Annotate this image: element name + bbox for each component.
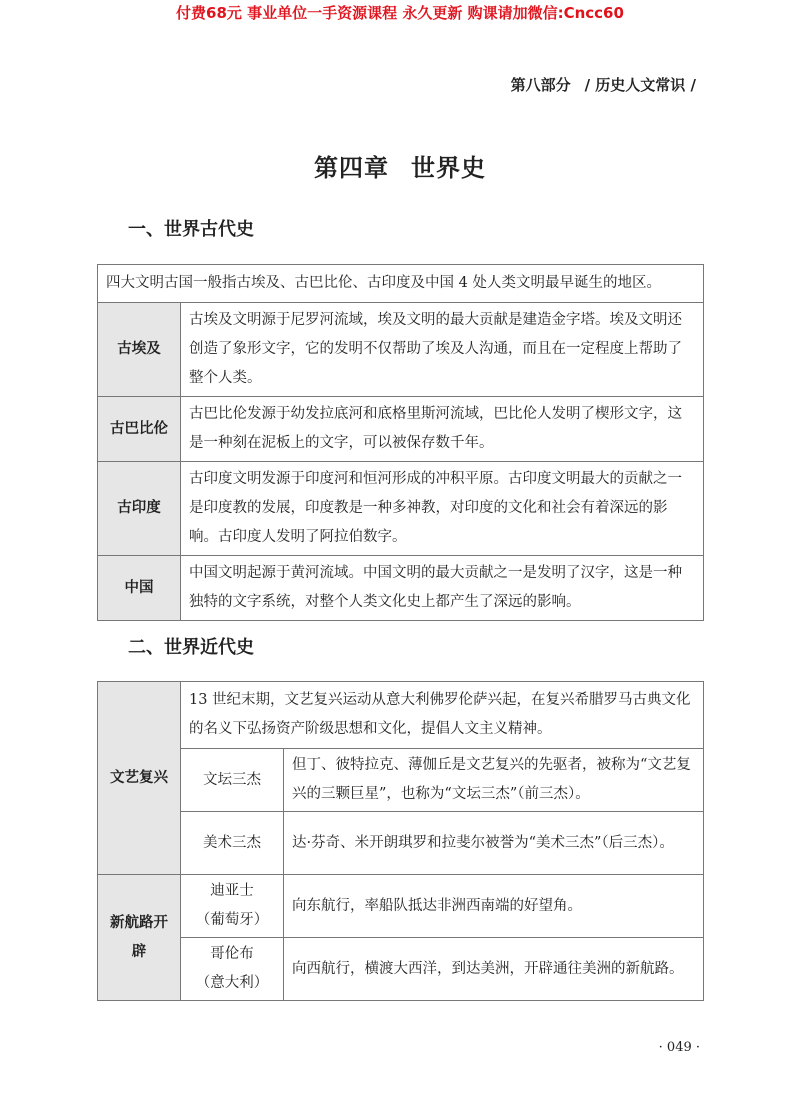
running-head-part: 第八部分 <box>510 76 571 94</box>
chapter-title <box>0 148 800 183</box>
table-row <box>98 812 704 875</box>
row-head-renaissance: 文艺复兴 <box>98 682 181 875</box>
table-row <box>98 749 704 812</box>
row-text-china: 中国文明起源于黄河流域。中国文明的最大贡献之一是发明了汉字，这是一种独特的文字系统，对整个人类文化史上都产生了深远的影响。 <box>181 556 704 621</box>
section-title-modern: 二、世界近代史 <box>128 637 254 658</box>
renaissance-intro-cell: 13 世纪末期，文艺复兴运动从意大利佛罗伦萨兴起，在复兴希腊罗马古典文化的名义下弘扬资产阶级思想和文化，提倡人文主义精神。 <box>181 682 704 749</box>
chapter-name: 世界史 <box>411 154 486 182</box>
row-head-babylon: 古巴比伦 <box>98 397 181 462</box>
text-dias: 向东航行，率船队抵达非洲西南端的好望角。 <box>284 875 704 938</box>
chapter-number: 第四章 <box>314 154 389 182</box>
running-head <box>511 74 700 95</box>
sub-head-literary-trio: 文坛三杰 <box>181 749 284 812</box>
modern-history-table <box>97 681 704 1001</box>
running-head-section: / 历史人文常识 / <box>584 76 696 94</box>
sub-head-dias-name: 迪亚士 <box>210 883 254 899</box>
row-text-egypt: 古埃及文明源于尼罗河流域，埃及文明的最大贡献是建造金字塔。埃及文明还创造了象形文字，它的发明不仅帮助了埃及人沟通，而且在一定程度上帮助了整个人类。 <box>181 303 704 397</box>
row-head-india: 古印度 <box>98 462 181 556</box>
watermark-banner: 付费68元 事业单位一手资源课程 永久更新 购课请加微信:Cncc60 <box>176 4 624 22</box>
table-row <box>98 875 704 938</box>
table-row <box>98 462 704 556</box>
section-title-ancient: 一、世界古代史 <box>128 219 254 240</box>
sub-head-columbus <box>181 938 284 1001</box>
ancient-history-table <box>97 264 704 621</box>
text-art-trio: 达·芬奇、米开朗琪罗和拉斐尔被誉为“美术三杰”（后三杰）。 <box>284 812 704 875</box>
page-number: · 049 · <box>658 1040 700 1055</box>
sub-head-dias-country: （葡萄牙） <box>195 912 269 928</box>
table-intro-cell: 四大文明古国一般指古埃及、古巴比伦、古印度及中国 4 处人类文明最早诞生的地区。 <box>98 265 704 303</box>
table-row <box>98 556 704 621</box>
table-row <box>98 303 704 397</box>
sub-head-art-trio: 美术三杰 <box>181 812 284 875</box>
row-text-babylon: 古巴比伦发源于幼发拉底河和底格里斯河流域，巴比伦人发明了楔形文字，这是一种刻在泥板上的文字，可以被保存数千年。 <box>181 397 704 462</box>
text-literary-trio: 但丁、彼特拉克、薄伽丘是文艺复兴的先驱者，被称为“文艺复兴的三颗巨星”，也称为“文坛三杰”（前三杰）。 <box>284 749 704 812</box>
table-row <box>98 938 704 1001</box>
row-head-egypt: 古埃及 <box>98 303 181 397</box>
sub-head-columbus-name: 哥伦布 <box>210 946 254 962</box>
table-row <box>98 265 704 303</box>
table-row <box>98 397 704 462</box>
table-row <box>98 682 704 749</box>
row-head-navigation: 新航路开辟 <box>98 875 181 1001</box>
text-columbus: 向西航行，横渡大西洋，到达美洲，开辟通往美洲的新航路。 <box>284 938 704 1001</box>
row-text-india: 古印度文明发源于印度河和恒河形成的冲积平原。古印度文明最大的贡献之一是印度教的发展，印度教是一种多神教，对印度的文化和社会有着深远的影响。古印度人发明了阿拉伯数字。 <box>181 462 704 556</box>
row-head-china: 中国 <box>98 556 181 621</box>
sub-head-columbus-country: （意大利） <box>195 975 269 991</box>
sub-head-dias <box>181 875 284 938</box>
